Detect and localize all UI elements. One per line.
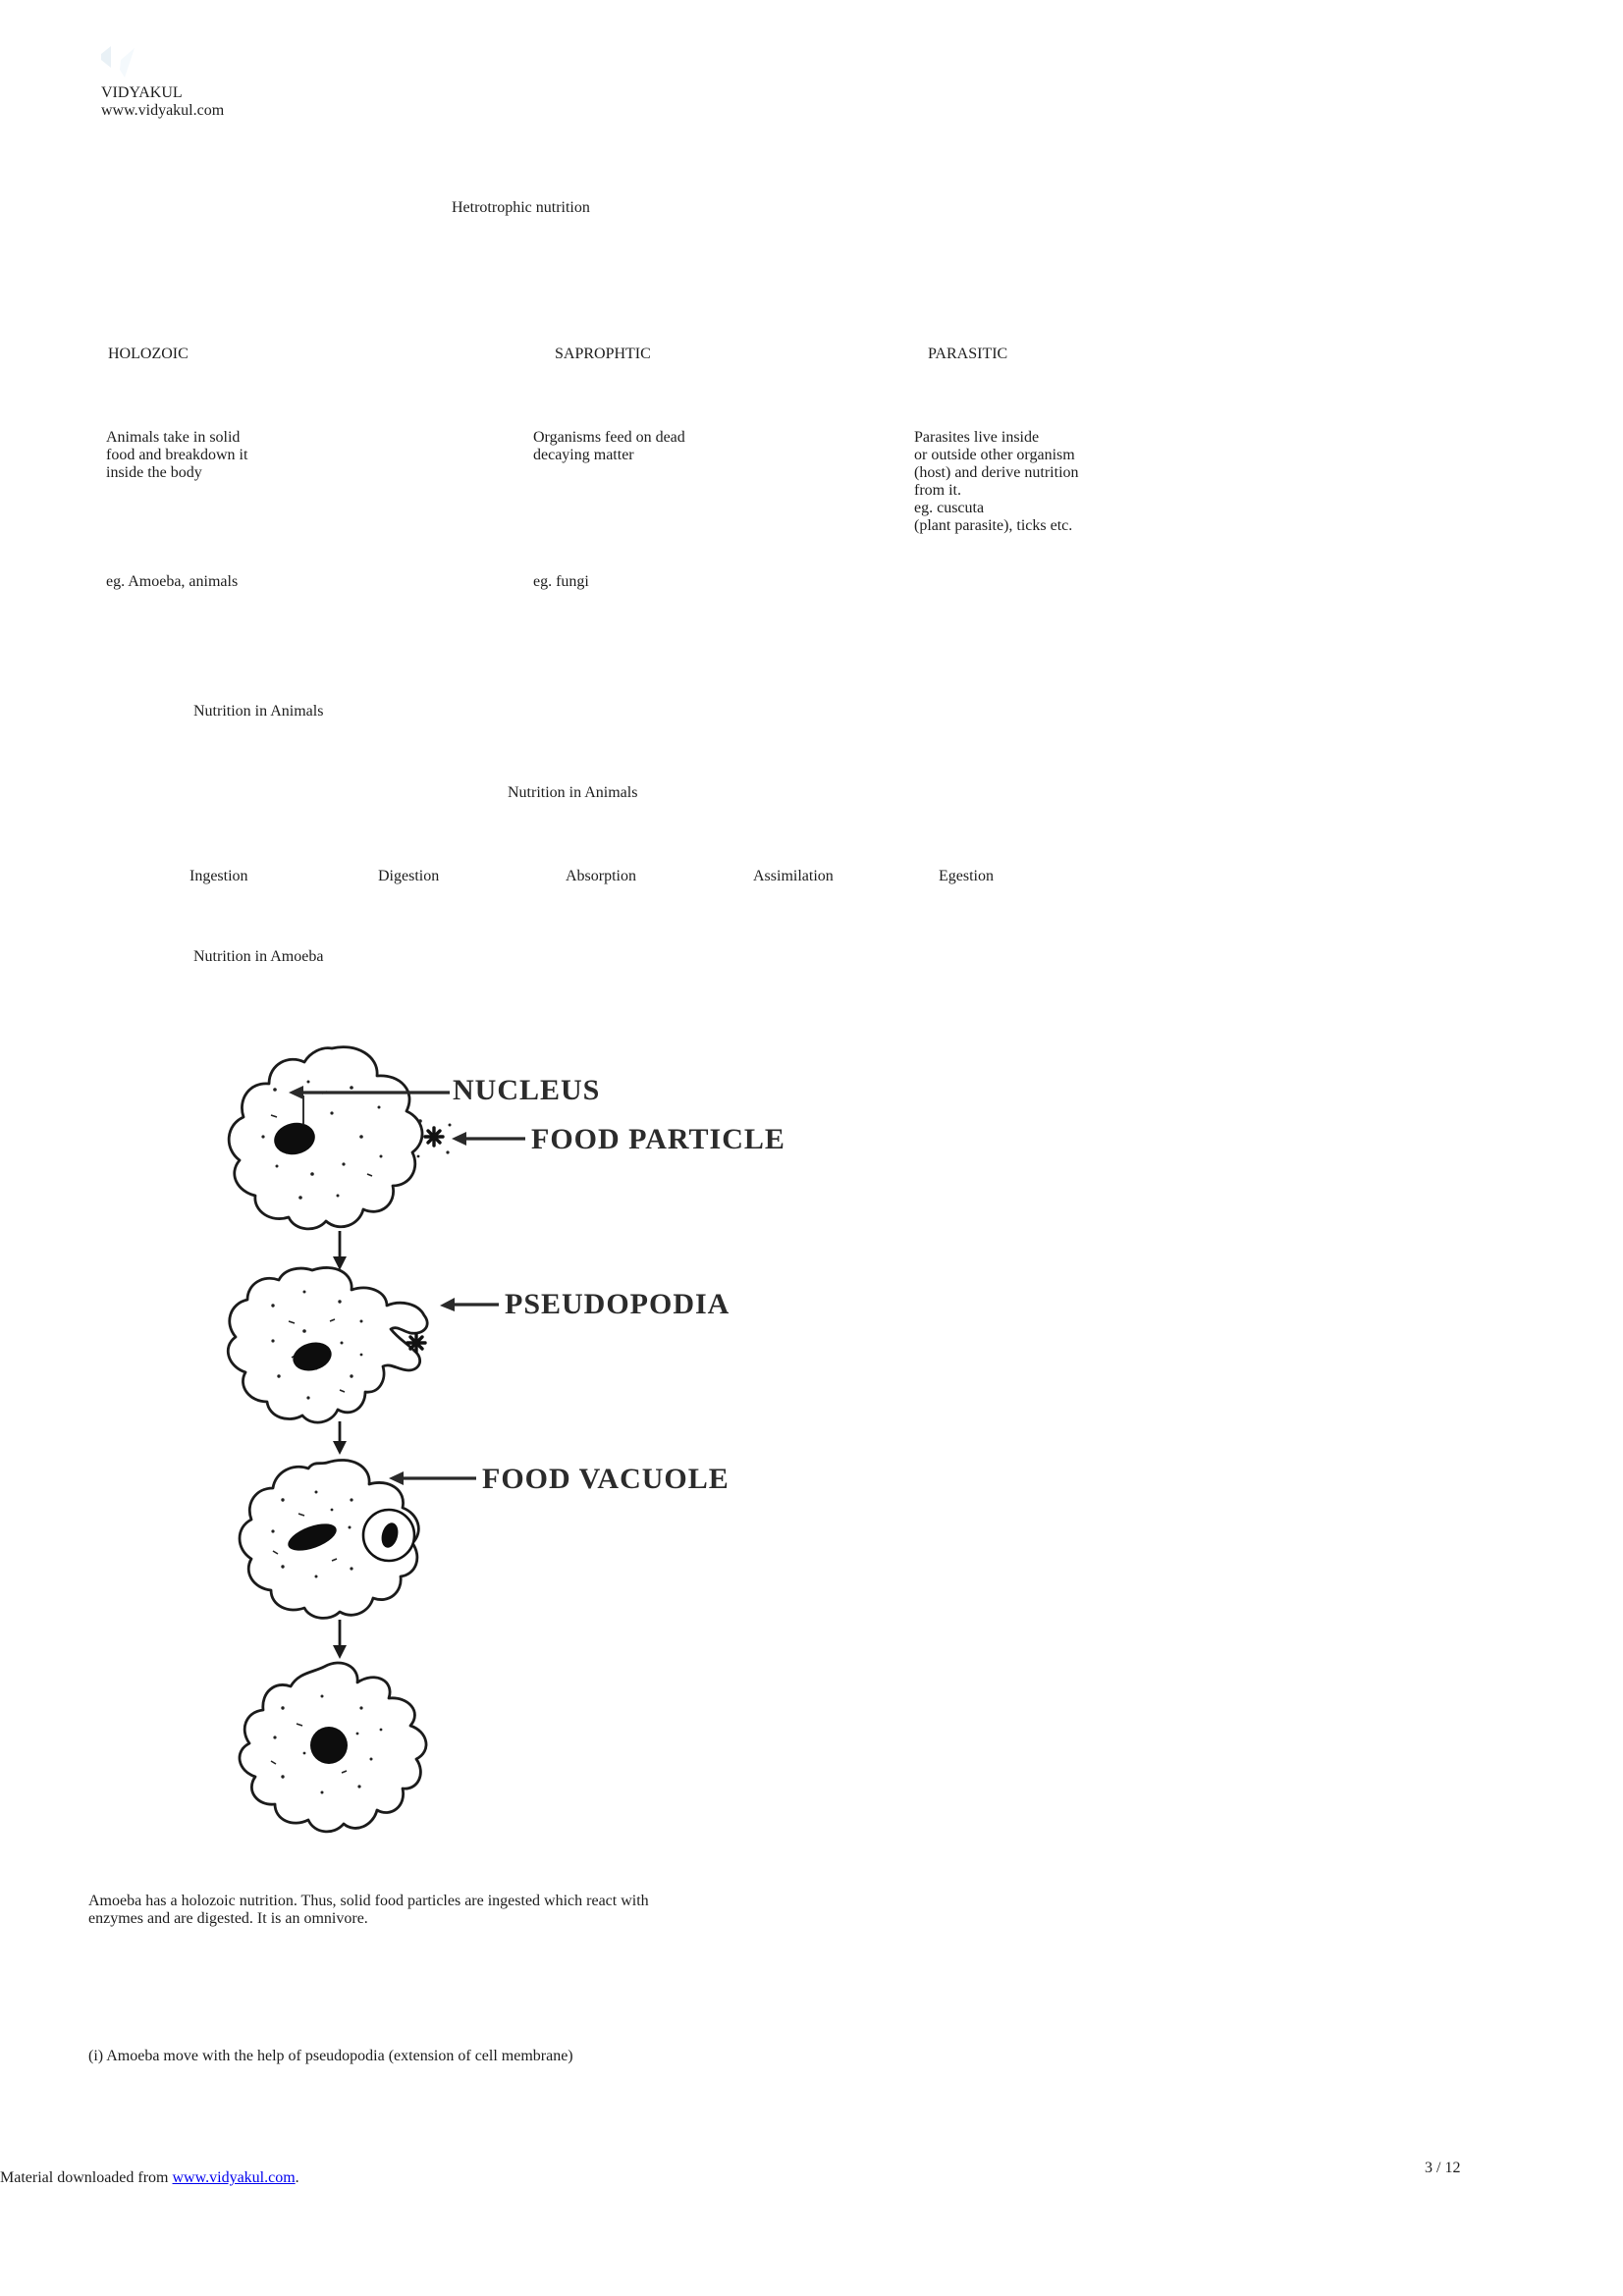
body-paragraph-2: (i) Amoeba move with the help of pseudopodia (extension of cell membrane): [88, 2048, 573, 2064]
vidyakul-logo: [101, 44, 403, 139]
logo-brand-text: VIDYAKUL: [101, 84, 183, 101]
body-paragraph-1: [88, 1893, 649, 1928]
holozoic-example: eg. Amoeba, animals: [106, 573, 239, 590]
bullet-nutrition-in-animals: Nutrition in Animals: [193, 703, 324, 720]
desc-line: food and breakdown it: [106, 447, 248, 463]
stage-label-absorption: Absorption: [566, 868, 636, 884]
branch-label-parasitic: PARASITIC: [928, 346, 1008, 362]
holozoic-description: [106, 429, 247, 482]
saprophtic-example: eg. fungi: [533, 573, 589, 590]
desc-line: (host) and derive nutrition: [914, 464, 1079, 481]
branch-label-holozoic: HOLOZOIC: [108, 346, 189, 362]
parasitic-example: eg. cuscuta: [914, 500, 985, 516]
stage-label-ingestion: Ingestion: [189, 868, 248, 884]
paragraph-line: Amoeba has a holozoic nutrition. Thus, solid food particles are ingested which react with: [88, 1893, 649, 1909]
stage-label-egestion: Egestion: [939, 868, 994, 884]
desc-line: Parasites live inside: [914, 429, 1040, 446]
desc-line: inside the body: [106, 464, 202, 481]
stage-label-assimilation: Assimilation: [753, 868, 834, 884]
engulfed-food-core: [413, 1340, 420, 1347]
food-particle-core: [431, 1134, 438, 1141]
logo-url-text: www.vidyakul.com: [101, 102, 225, 119]
desc-line: Organisms feed on dead: [533, 429, 685, 446]
vidyakul-checkmark-icon: [101, 44, 146, 80]
flowchart2-title: Nutrition in Animals: [508, 784, 638, 801]
arrow-left-icon: [440, 1298, 455, 1311]
stage-label-digestion: Digestion: [378, 868, 440, 884]
branch-label-saprophtic: SAPROPHTIC: [555, 346, 651, 362]
desc-line: Animals take in solid: [106, 429, 241, 446]
footer-credit: [0, 2169, 1571, 2187]
pseudopodia-label: PSEUDOPODIA: [505, 1288, 730, 1320]
flowchart1-connector: [242, 289, 1055, 294]
desc-line: from it.: [914, 482, 961, 499]
nucleus-blob: [310, 1727, 348, 1764]
desc-line: decaying matter: [533, 447, 634, 463]
desc-line: or outside other organism: [914, 447, 1075, 463]
parasitic-description: [914, 429, 1079, 535]
footer-vidyakul-link[interactable]: www.vidyakul.com: [172, 2169, 296, 2186]
saprophtic-description: [533, 429, 685, 464]
food-particle-label: FOOD PARTICLE: [531, 1123, 785, 1155]
arrow-left-icon: [452, 1132, 466, 1146]
paragraph-line: enzymes and are digested. It is an omnivore.: [88, 1910, 368, 1927]
bullet-nutrition-in-amoeba: Nutrition in Amoeba: [193, 948, 324, 965]
footer-credit-prefix: Material downloaded from: [0, 2169, 173, 2186]
amoeba-nutrition-figure: [214, 1031, 823, 1845]
amoeba-stage1-outline: [229, 1047, 422, 1229]
food-vacuole-label: FOOD VACUOLE: [482, 1463, 730, 1495]
arrow-down-icon: [333, 1645, 347, 1659]
footer-credit-suffix: .: [295, 2169, 299, 2186]
flowchart1-title: Hetrotrophic nutrition: [452, 199, 590, 216]
arrow-left-icon: [389, 1471, 404, 1485]
nucleus-label: NUCLEUS: [453, 1074, 601, 1106]
parasitic-example: (plant parasite), ticks etc.: [914, 517, 1073, 534]
amoeba-stage2-outline: [228, 1267, 427, 1422]
flowchart2-connector: [279, 829, 1035, 835]
page-number: 3 / 12: [1425, 2160, 1461, 2176]
arrow-down-icon: [333, 1441, 347, 1455]
